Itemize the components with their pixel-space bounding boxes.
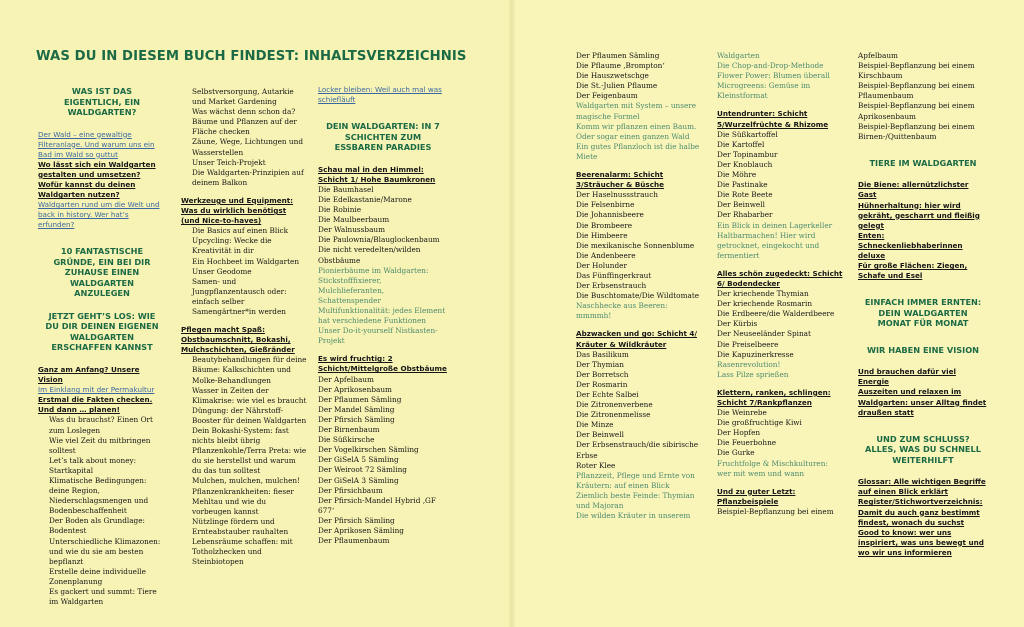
toc-entry: Let’s talk about money: Startkapital	[49, 455, 137, 475]
section-heading: DEIN WALDGARTEN: IN 7 SCHICHTEN ZUM ESSBAREN PARADIES	[326, 121, 440, 153]
toc-entry: Die Johannisbeere	[576, 210, 644, 220]
toc-entry: Der Pflaumenbaum	[318, 536, 390, 546]
toc-entry: Dein Bokashi-System: fast nichts bleibt übrig	[192, 426, 289, 446]
toc-entry: Der Vogelkirschen Sämling	[318, 445, 419, 455]
toc-entry: Mulchen, mulchen, mulchen!	[192, 476, 301, 486]
toc-entry: Die Süßkartoffel	[717, 129, 778, 139]
toc-subheading: Register/Stichwortverzeichnis: Damit du auch ganz bestimmt findest, wonach du suchst	[858, 497, 983, 527]
toc-entry: Beautybehandlungen für deine Bäume: Kalkschichten und Molke-Behandlungen	[192, 355, 307, 385]
section-heading: JETZT GEHT’S LOS: WIE DU DIR DEINEN EIGENEN WALDGARTEN ERSCHAFFEN KANNST	[45, 310, 159, 353]
toc-subheading: Untendrunter: Schicht 5/Wurzelfrüchte & Rhizome	[717, 109, 829, 129]
spacer	[181, 188, 307, 196]
toc-entry: Der Topinambur	[717, 149, 778, 159]
toc-entry: Der Pfirsich-Mandel Hybrid ‚GF 677‘	[318, 495, 436, 515]
toc-entry: Der Pfirsich Sämling	[318, 515, 395, 525]
toc-entry: Multifunktionalität: jedes Element hat verschiedene Funktionen	[318, 306, 446, 326]
spacer	[318, 105, 448, 121]
toc-entry: Der Apfelbaum	[318, 374, 374, 384]
toc-entry: Der Pfirsichbaum	[318, 485, 383, 495]
toc-entry: Unser Do-it-yourself Nistkasten-Projekt	[318, 326, 438, 346]
toc-entry: Die Erdbeere/die Walderdbeere	[717, 309, 835, 319]
toc-subheading: Glossar: Alle wichtigen Begriffe auf einen Blick erklärt	[858, 477, 986, 497]
toc-column-3	[318, 85, 448, 546]
toc-column-5	[717, 51, 843, 517]
toc-entry: Unser Teich-Projekt	[192, 157, 266, 167]
toc-entry: Die Hauszwetschge	[576, 71, 649, 81]
toc-entry: Pflanzzeit, Pflege und Ernte von Kräutern: auf einen Blick	[576, 470, 695, 490]
toc-entry: Die Paulownia/Blauglockenbaum	[318, 235, 440, 245]
toc-entry: Unser Geodome	[192, 266, 252, 276]
spacer	[858, 355, 988, 367]
spacer	[38, 353, 166, 365]
toc-entry: Unterschiedliche Klimazonen: und wie du sie am besten bepflanzt	[49, 536, 161, 566]
toc-subheading: Ganz am Anfang? Unsere Vision	[38, 364, 140, 385]
toc-entry: Der GiSelA 3 Sämling	[318, 475, 399, 485]
toc-entry: Der GiSelA 5 Sämling	[318, 455, 399, 465]
toc-entry: Zäune, Wege, Lichtungen und Wasserstellen	[192, 137, 304, 157]
toc-entry: Waldgarten	[717, 51, 760, 60]
spacer	[318, 153, 448, 165]
toc-entry: Komm wir pflanzen einen Baum. Oder sogar einen ganzen Wald	[576, 121, 697, 141]
toc-entry: Fruchtfolge & Mischkulturen: wer mit wem und wann	[717, 458, 828, 478]
toc-entry: Der Weiroot 72 Sämling	[318, 465, 407, 475]
toc-entry: Die Kapuzinerkresse	[717, 349, 794, 359]
toc-entry: Beispiel-Bepflanzung bei einem	[717, 506, 834, 516]
toc-subheading: Erstmal die Fakten checken. Und dann … planen!	[38, 395, 153, 415]
section-heading: EINFACH IMMER ERNTEN: DEIN WALDGARTEN MONAT FÜR MONAT	[864, 297, 982, 329]
toc-entry: Microgreens: Gemüse im Kleinstformat	[717, 81, 811, 101]
section-heading: UND ZUM SCHLUSS? ALLES, WAS DU SCHNELL WEITERHILFT	[865, 433, 981, 465]
toc-subheading: Wofür kannst du deinen Waldgarten nutzen?	[38, 179, 136, 200]
toc-subheading: Hühnerhaltung: hier wird gekräht, gescharrt und fleißig gelegt	[858, 200, 980, 230]
section-heading: WIR HABEN EINE VISION	[866, 344, 980, 355]
toc-entry: Der Aprikosenbaum	[318, 384, 392, 394]
toc-entry: Der Kürbis	[717, 319, 758, 329]
toc-entry: Die Feuerbohne	[717, 438, 777, 448]
toc-entry: Der Hopfen	[717, 428, 761, 438]
spacer	[38, 230, 166, 246]
toc-entry: Was wächst denn schon da? Bäume und Pflanzen auf der Fläche checken	[192, 107, 297, 137]
toc-entry: Ein gutes Pflanzloch ist die halbe Miete	[576, 141, 700, 161]
toc-entry: Der Mandel Sämling	[318, 404, 395, 414]
toc-entry: Ein Hochbeet im Waldgarten	[192, 256, 300, 266]
spacer	[717, 261, 843, 269]
toc-entry: Naschhecke aus Beeren: mmmmh!	[576, 301, 668, 321]
toc-subheading: Schau mal in den Himmel: Schicht 1/ Hohe Baumkronen	[318, 164, 436, 184]
toc-column-6	[858, 51, 988, 558]
toc-entry: Das Fünffingerkraut	[576, 270, 652, 280]
toc-entry: Ein Blick in deinen Lagerkeller	[717, 220, 833, 230]
toc-entry: Die Süßkirsche	[318, 435, 375, 445]
toc-entry: Der Rosmarin	[576, 379, 628, 389]
toc-subheading: Locker bleiben: Weil auch mal was schiefläuft	[318, 85, 442, 105]
toc-entry: Der Pflaumen Sämling	[318, 394, 402, 404]
section-heading: WAS IST DAS EIGENTLICH, EIN WALDGARTEN?	[64, 86, 140, 117]
toc-entry: Wie viel Zeit du mitbringen solltest	[49, 435, 151, 455]
toc-column-1	[38, 86, 166, 607]
toc-subheading: Und zu guter Letzt: Pflanzbeispiele	[717, 486, 796, 506]
toc-entry: Der Beinwell	[576, 430, 624, 440]
toc-subheading: Waldgarten rund um die Welt und back in history. Wer hat’s erfunden?	[38, 200, 160, 230]
toc-entry: Die großfruchtige Kiwi	[717, 418, 802, 428]
toc-entry: Beispiel-Bepflanzung bei einem Pflaumenbaum	[858, 81, 975, 101]
spacer	[858, 418, 988, 434]
toc-subheading: Der Wald – eine gewaltige Filteranlage. Und warum uns ein Bad im Wald so guttut	[38, 129, 155, 159]
toc-entry: Pflanzenkohle/Terra Preta: wie du sie herstellst und warum du das tun solltest	[192, 446, 307, 476]
toc-entry: Die St.-Julien Pflaume	[576, 81, 658, 91]
toc-entry: Die Zitronenverbene	[576, 400, 653, 410]
toc-entry: Der Knoblauch	[717, 159, 773, 169]
toc-entry: Lass Pilze sprießen	[717, 369, 789, 379]
toc-entry: Pflanzenkrankheiten: fieser Mehltau und wie du vorbeugen kannst	[192, 486, 294, 516]
toc-subheading: Werkzeuge und Equipment: Was du wirklich benötigst (und Nice-to-haves)	[181, 195, 294, 226]
toc-entry: Die wilden Kräuter in unserem	[576, 511, 691, 521]
toc-entry: Flower Power: Blumen überall	[717, 71, 830, 81]
toc-entry: Die Edelkastanie/Marone	[318, 194, 412, 204]
toc-subheading: Klettern, ranken, schlingen: Schicht 7/Rankpflanzen	[717, 387, 831, 407]
toc-entry: Die Gurke	[717, 448, 755, 458]
toc-entry: Samen- und Jungpflanzentausch oder: einfach selber Samengärtner*in werden	[192, 276, 287, 316]
spacer	[38, 118, 166, 130]
toc-entry: Die Möhre	[717, 170, 757, 180]
spacer	[858, 168, 988, 180]
toc-entry: Die Robinie	[318, 205, 362, 215]
toc-entry: Haltbarmachen! Hier wird getrocknet, eingekocht und fermentiert	[717, 230, 820, 260]
toc-entry: Die Andenbeere	[576, 250, 636, 260]
toc-entry: Der Neuseeländer Spinat	[717, 329, 811, 339]
toc-entry: Klimatische Bedingungen: deine Region, Niederschlagsmengen und Bodenbeschaffenheit	[49, 475, 149, 516]
toc-entry: Der Pflaumen Sämling	[576, 51, 660, 60]
toc-entry: Der kriechende Rosmarin	[717, 299, 813, 309]
toc-entry: Der Birnenbaum	[318, 425, 380, 435]
toc-entry: Beispiel-Bepflanzung bei einem Birnen-/Quittenbaum	[858, 121, 975, 141]
toc-entry: Die Kartoffel	[717, 139, 765, 149]
toc-subheading: Und brauchen dafür viel Energie	[858, 367, 956, 387]
toc-entry: Die Felsenbirne	[576, 200, 635, 210]
toc-entry: Waldgarten mit System – unsere magische Formel	[576, 101, 697, 121]
toc-title: WAS DU IN DIESEM BUCH FINDEST: INHALTSVERZEICHNIS	[36, 49, 467, 64]
toc-entry: Die Chop-and-Drop-Methode	[717, 61, 824, 71]
toc-subheading: Alles schön zugedeckt: Schicht 6/ Bodendecker	[717, 268, 843, 288]
toc-entry: Der Feigenbaum	[576, 91, 638, 101]
toc-entry: Düngung: der Nährstoff-Booster für deinen Waldgarten	[192, 405, 307, 425]
spacer	[858, 465, 988, 477]
spacer	[858, 142, 988, 158]
spacer	[717, 101, 843, 109]
toc-entry: Beispiel-Bepflanzung bei einem Aprikosenbaum	[858, 101, 975, 121]
toc-entry: Es gackert und summt: Tiere im Waldgarten	[49, 587, 157, 607]
page-fold	[508, 0, 516, 627]
toc-entry: Die Waldgarten-Prinzipien auf deinem Balkon	[192, 167, 304, 187]
spacer	[576, 321, 704, 329]
toc-entry: Der Holunder	[576, 260, 627, 270]
toc-entry: Der Beinwell	[717, 200, 765, 210]
spacer	[717, 380, 843, 388]
toc-subheading: Für große Flächen: Ziegen, Schafe und Esel	[858, 261, 968, 281]
toc-entry: Die Buschtomate/Die Wildtomate	[576, 291, 700, 301]
spacer	[576, 162, 704, 170]
toc-subheading: Es wird fruchtig: 2 Schicht/Mittelgroße Obstbäume	[318, 354, 447, 374]
toc-subheading: Pflegen macht Spaß: Obstbaumschnitt, Bokashi, Mulchschichten, Gießränder	[181, 325, 295, 355]
toc-entry: Selbstversorgung, Autarkie und Market Gardening	[192, 87, 294, 107]
toc-entry: Die Maulbeerbaum	[318, 215, 390, 225]
toc-entry: Die Weinrebe	[717, 408, 767, 418]
toc-entry: Der Erbsenstrauch/die sibirische Erbse	[576, 440, 699, 460]
spacer	[38, 299, 166, 311]
toc-entry: Ziemlich beste Feinde: Thymian und Majoran	[576, 490, 695, 511]
toc-entry: Pionierbäume im Waldgarten: Stickstofffixierer, Mulchlieferanten, Schattenspender	[318, 265, 429, 305]
toc-entry: Wasser in Zeiten der Klimakrise: wie viel es braucht	[192, 385, 307, 405]
toc-entry: Apfelbaum	[858, 51, 898, 60]
toc-entry: Die Himbeere	[576, 230, 628, 240]
toc-entry: Die Zitronenmelisse	[576, 410, 651, 420]
toc-entry: Die Baumhasel	[318, 184, 374, 194]
spacer	[318, 346, 448, 354]
toc-entry: Beispiel-Bepflanzung bei einem Kirschbaum	[858, 61, 975, 81]
toc-subheading: Good to know: wer uns inspiriert, was uns bewegt und wo wir uns informieren	[858, 527, 984, 557]
toc-entry: Der Echte Salbei	[576, 390, 639, 399]
toc-subheading: Im Einklang mit der Permakultur	[38, 385, 155, 395]
toc-entry: Der Boden als Grundlage: Bodentest	[49, 516, 146, 536]
toc-subheading: Wo lässt sich ein Waldgarten gestalten und umsetzen?	[38, 159, 156, 179]
toc-entry: Lebensräume schaffen: mit Totholzhecken und Steinbiotopen	[192, 537, 293, 567]
toc-entry: Der Rhabarber	[717, 210, 773, 220]
toc-subheading: Abzwacken und go: Schicht 4/ Kräuter & Wildkräuter	[576, 329, 698, 349]
toc-entry: Die mexikanische Sonnenblume	[576, 240, 695, 250]
toc-entry: Der Pfirsich Sämling	[318, 414, 395, 424]
toc-entry: Die nicht veredelten/wilden Obstbäume	[318, 245, 421, 265]
toc-entry: Die Pflaume ‚Brompton‘	[576, 61, 665, 71]
spacer	[858, 281, 988, 297]
toc-entry: Rasenrevolution!	[717, 359, 781, 369]
spacer	[181, 317, 307, 325]
spacer	[858, 329, 988, 345]
toc-entry: Nützlinge fördern und Ernteabstauber rauhalten	[192, 516, 289, 536]
toc-entry: Der Aprikosen Sämling	[318, 525, 404, 535]
toc-entry: Die Brombeere	[576, 220, 633, 230]
toc-entry: Roter Klee	[576, 460, 616, 470]
toc-column-4	[576, 51, 704, 521]
toc-entry: Das Basilikum	[576, 349, 629, 359]
toc-subheading: Enten: Schneckenliebhaberinnen deluxe	[858, 230, 963, 260]
toc-column-2	[181, 87, 307, 567]
toc-entry: Der Erbsenstrauch	[576, 281, 647, 291]
spacer	[717, 479, 843, 487]
toc-subheading: Beerenalarm: Schicht 3/Sträucher & Büsche	[576, 170, 664, 190]
section-heading: TIERE IM WALDGARTEN	[869, 157, 977, 168]
toc-entry: Die Minze	[576, 420, 614, 430]
toc-entry: Die Preiselbeere	[717, 339, 779, 349]
toc-entry: Die Basics auf einen Blick Upcycling: Wecke die Kreativität in dir	[192, 226, 289, 256]
toc-entry: Erstelle deine individuelle Zonenplanung	[49, 566, 146, 586]
toc-entry: Der Borretsch	[576, 369, 629, 379]
toc-entry: Der Thymian	[576, 359, 624, 369]
toc-entry: Der Walnussbaum	[318, 225, 386, 235]
toc-entry: Was du brauchst? Einen Ort zum Loslegen	[49, 415, 153, 435]
toc-subheading: Die Biene: allernützlichster Gast	[858, 180, 969, 200]
toc-subheading: Auszeiten und relaxen im Waldgarten: unser Alltag findet draußen statt	[858, 387, 987, 417]
toc-entry: Der kriechende Thymian	[717, 289, 809, 299]
toc-entry: Die Pastinake	[717, 180, 768, 190]
toc-entry: Die Rote Beete	[717, 190, 773, 200]
section-heading: 10 FANTASTISCHE GRÜNDE, EIN BEI DIR ZUHAUSE EINEN WALDGARTEN ANZULEGEN	[53, 246, 151, 299]
toc-entry: Der Haselnussstrauch	[576, 190, 658, 200]
